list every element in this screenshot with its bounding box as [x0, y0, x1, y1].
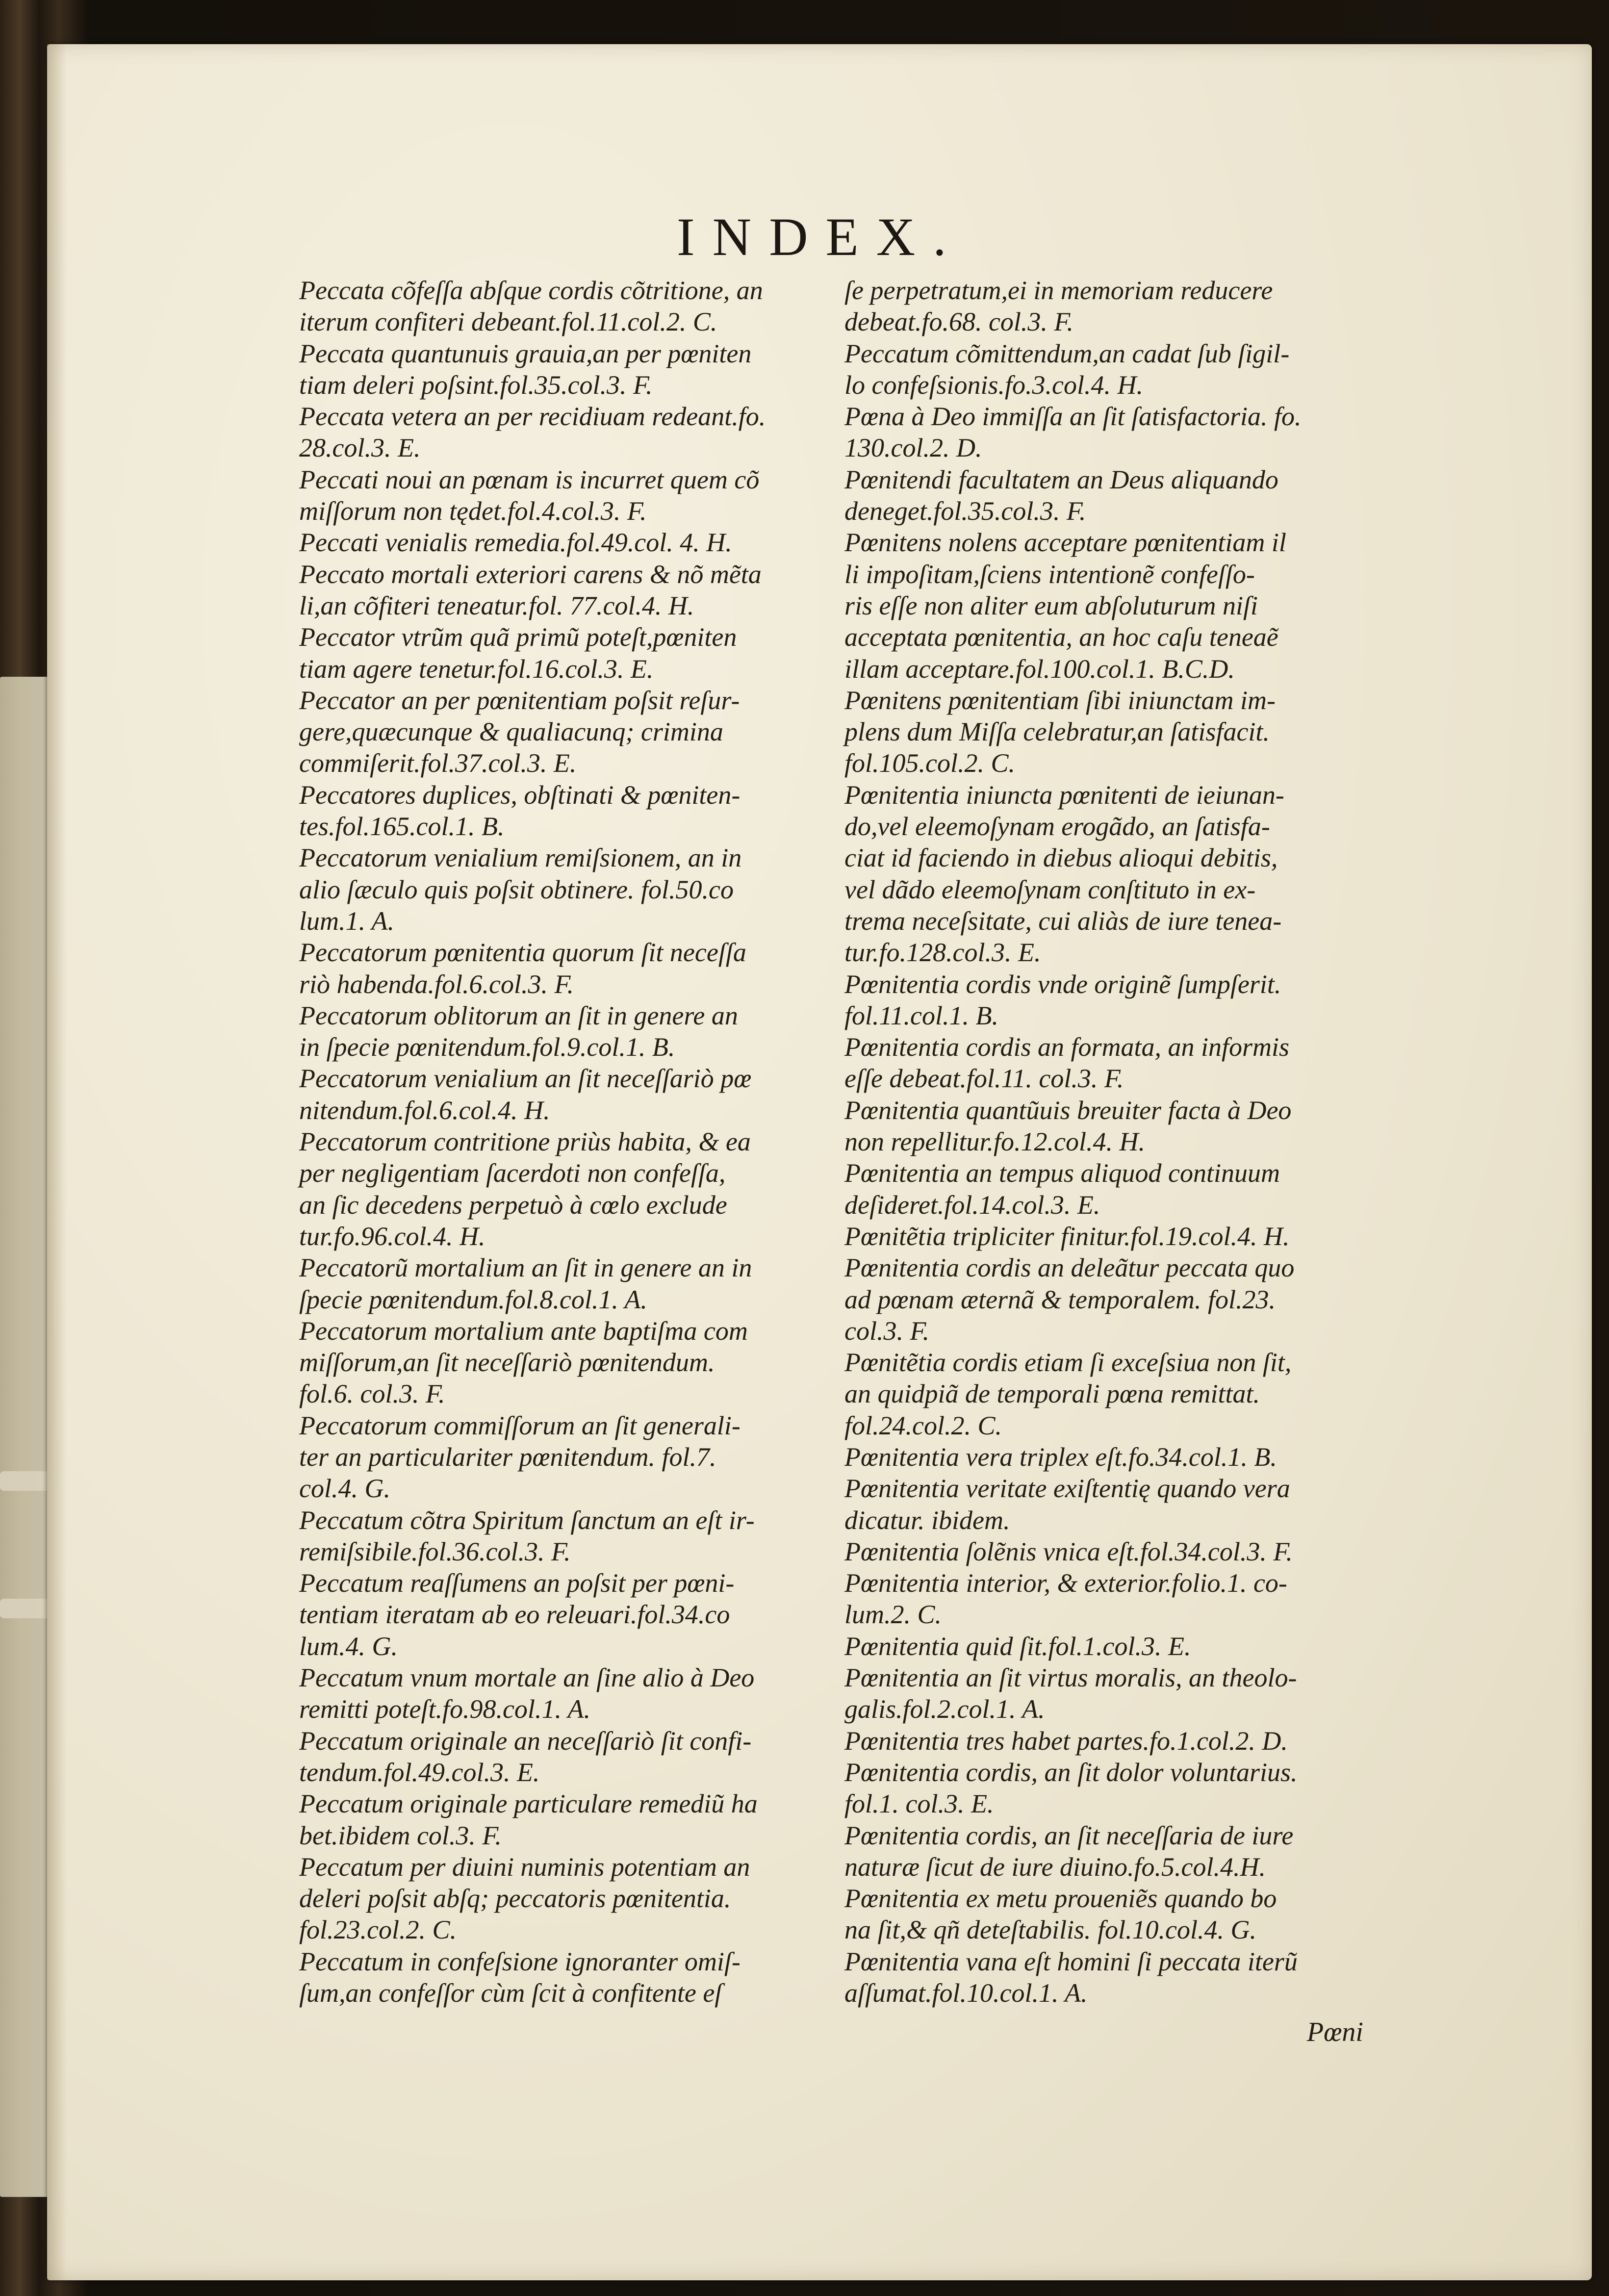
- index-entry: [844, 1820, 1354, 1883]
- index-entry-line: Pœnitentia tres habet partes.fo.1.col.2. D.: [844, 1726, 1288, 1756]
- index-entry-line: bet.ibidem col.3. F.: [299, 1820, 502, 1850]
- index-entry: [299, 1505, 809, 1568]
- index-entry: [844, 1157, 1354, 1221]
- index-entry: [299, 1126, 809, 1252]
- index-entry: [299, 621, 809, 685]
- index-entry: [299, 559, 809, 622]
- index-entry-line: Peccatores duplices, obſtinati & pœniten-: [299, 780, 741, 810]
- index-entry-line: Pœnitentia cordis an deleãtur peccata quo: [844, 1253, 1295, 1283]
- index-entry-line: Pœnitẽtia cordis etiam ſi exceſsiua non ſit,: [844, 1348, 1292, 1378]
- index-entry: [844, 527, 1354, 684]
- index-entry-line: li,an cõfiteri teneatur.fol. 77.col.4. H.: [299, 590, 694, 620]
- index-entry-line: Peccatorum venialium remiſsionem, an in: [299, 843, 742, 873]
- index-entry-line: deleri poſsit abſq; peccatoris pœnitentia.: [299, 1884, 731, 1913]
- index-entry-line: fol.23.col.2. C.: [299, 1915, 457, 1945]
- index-entry-line: Pœnitens pœnitentiam ſibi iniunctam im-: [844, 685, 1276, 715]
- index-entry-line: Pœnitentia ſolẽnis vnica eſt.fol.34.col.3. F.: [844, 1536, 1293, 1566]
- index-entry-line: Peccati noui an pœnam is incurret quem cõ: [299, 464, 760, 494]
- index-entry-line: remiſsibile.fol.36.col.3. F.: [299, 1536, 571, 1566]
- index-entry: [299, 1662, 809, 1725]
- index-entry: [844, 1031, 1354, 1095]
- index-entry: [844, 1567, 1354, 1631]
- index-entry-line: ter an particulariter pœnitendum. fol.7.: [299, 1442, 716, 1472]
- index-entry-line: Pœnitentia quantũuis breuiter facta à Deo: [844, 1095, 1292, 1125]
- index-entry-line: plens dum Miſſa celebratur,an ſatisfacit.: [844, 717, 1270, 747]
- index-entry-line: Pœnitentia veritate exiſtentię quando vera: [844, 1474, 1290, 1504]
- index-entry-line: an quidpiã de temporali pœna remittat.: [844, 1379, 1260, 1409]
- index-entry: [844, 338, 1354, 401]
- index-entry: [299, 685, 809, 779]
- index-entry-line: Pœnitentia an tempus aliquod continuum: [844, 1158, 1280, 1188]
- index-entry-line: Peccatorum oblitorum an ſit in genere an: [299, 1000, 738, 1030]
- index-entry: [844, 1252, 1354, 1347]
- index-entry-line: col.3. F.: [844, 1316, 929, 1346]
- index-entry-line: lum.2. C.: [844, 1600, 942, 1630]
- index-entry-line: deſideret.fol.14.col.3. E.: [844, 1190, 1100, 1220]
- index-entry-line: lum.1. A.: [299, 906, 395, 936]
- index-entry-line: fol.6. col.3. F.: [299, 1379, 445, 1409]
- index-entry: [299, 275, 809, 338]
- catchword: Pœni: [1306, 2017, 1363, 2047]
- index-entry-line: Peccatum reaſſumens an poſsit per pœni-: [299, 1568, 735, 1598]
- index-entry: [299, 1946, 809, 2009]
- index-entry-line: aſſumat.fol.10.col.1. A.: [844, 1978, 1088, 2008]
- index-entry-line: Peccatum originale an neceſſariò ſit confi-: [299, 1726, 752, 1756]
- index-entry: [844, 1883, 1354, 1946]
- index-entry-line: miſſorum non tędet.fol.4.col.3. F.: [299, 496, 647, 526]
- index-entry-line: Peccatorum mortalium ante baptiſma com: [299, 1316, 748, 1346]
- index-entry-line: lum.4. G.: [299, 1631, 398, 1661]
- index-entry-line: Peccatorum venialium an ſit neceſſariò pœ: [299, 1064, 752, 1094]
- index-entry-line: galis.fol.2.col.1. A.: [844, 1694, 1045, 1724]
- index-entry-line: Peccator vtrũm quã primũ poteſt,pœniten: [299, 622, 737, 652]
- index-entry-line: 28.col.3. E.: [299, 433, 421, 463]
- index-entry: [299, 464, 809, 527]
- index-entry-line: Peccatum cõmittendum,an cadat ſub ſigil-: [844, 338, 1290, 368]
- index-entry: [299, 1063, 809, 1126]
- index-entry-line: lo confeſsionis.fo.3.col.4. H.: [844, 370, 1143, 400]
- index-entry-line: alio ſæculo quis poſsit obtinere. fol.50.co: [299, 874, 734, 904]
- index-entry: [299, 1567, 809, 1662]
- index-entry: [844, 1757, 1354, 1820]
- index-entry-line: fol.105.col.2. C.: [844, 748, 1015, 778]
- index-entry: [844, 779, 1354, 969]
- index-entry-line: debeat.fo.68. col.3. F.: [844, 307, 1073, 337]
- book-page: [47, 44, 1592, 2280]
- index-entry-line: Pœnitentia quid ſit.fol.1.col.3. E.: [844, 1631, 1191, 1661]
- index-column-right: [844, 275, 1354, 2009]
- index-entry-line: tiam agere tenetur.fol.16.col.3. E.: [299, 654, 654, 684]
- index-entry-line: an ſic decedens perpetuò à cœlo exclude: [299, 1190, 727, 1220]
- index-entry-line: fol.24.col.2. C.: [844, 1410, 1002, 1440]
- index-entry-line: Peccatum originale particulare remediũ ha: [299, 1789, 758, 1819]
- index-entry-line: Pœnitens nolens acceptare pœnitentiam il: [844, 528, 1286, 558]
- index-entry-line: acceptata pœnitentia, an hoc caſu teneaẽ: [844, 622, 1278, 652]
- index-column-left: [299, 275, 809, 2009]
- index-entry: [299, 1410, 809, 1505]
- index-entry: [299, 937, 809, 1000]
- index-entry-line: tendum.fol.49.col.3. E.: [299, 1757, 540, 1787]
- index-entry-line: fol.1. col.3. E.: [844, 1789, 994, 1819]
- index-entry: [844, 1347, 1354, 1441]
- index-entry: [299, 1000, 809, 1063]
- index-entry: [844, 464, 1354, 527]
- index-entry-line: gere,quæcunque & qualiacunq; crimina: [299, 717, 723, 747]
- index-entry-line: per negligentiam ſacerdoti non confeſſa,: [299, 1158, 726, 1188]
- index-entry: [844, 1095, 1354, 1158]
- index-entry-line: ris eſſe non aliter eum abſoluturum niſi: [844, 590, 1258, 620]
- page-shadow: [47, 44, 67, 2280]
- index-entry: [844, 1631, 1354, 1662]
- index-entry-line: Peccata quantunuis grauia,an per pœniten: [299, 338, 752, 368]
- index-entry: [844, 1536, 1354, 1567]
- index-entry: [299, 842, 809, 937]
- index-entry-line: Pœnitentia vera triplex eſt.fo.34.col.1. B.: [844, 1442, 1277, 1472]
- index-entry-line: Peccatorum contritione priùs habita, & ea: [299, 1127, 751, 1157]
- index-entry-line: Peccatorum commiſſorum an ſit generali-: [299, 1410, 741, 1440]
- index-entry-line: ſum,an confeſſor cùm ſcit à confitente eſ: [299, 1978, 722, 2008]
- page-header: INDEX.: [677, 207, 964, 267]
- index-entry-line: tes.fol.165.col.1. B.: [299, 812, 505, 842]
- index-entry: [299, 1788, 809, 1851]
- index-entry-line: non repellitur.fo.12.col.4. H.: [844, 1127, 1145, 1157]
- index-entry-line: Pœnitẽtia tripliciter finitur.fol.19.col.4. H.: [844, 1221, 1290, 1251]
- index-entry: [844, 685, 1354, 779]
- index-entry-line: eſſe debeat.fol.11. col.3. F.: [844, 1064, 1124, 1094]
- index-entry-line: Peccata vetera an per recidiuam redeant.fo.: [299, 402, 766, 432]
- index-entry-line: 130.col.2. D.: [844, 433, 982, 463]
- index-entry-line: Peccatum vnum mortale an ſine alio à Deo: [299, 1663, 755, 1693]
- index-entry: [844, 1473, 1354, 1536]
- index-entry-line: Peccato mortali exteriori carens & nõ mẽta: [299, 559, 762, 589]
- index-entry-line: Pœnitentia cordis vnde originẽ ſumpſerit.: [844, 969, 1281, 999]
- index-entry-line: in ſpecie pœnitendum.fol.9.col.1. B.: [299, 1032, 675, 1062]
- index-entry-line: illam acceptare.fol.100.col.1. B.C.D.: [844, 654, 1235, 684]
- index-entry-line: Peccatorũ mortalium an ſit in genere an in: [299, 1253, 752, 1283]
- index-entry-line: Peccatum in confeſsione ignoranter omiſ-: [299, 1946, 741, 1976]
- index-entry-line: col.4. G.: [299, 1474, 390, 1504]
- index-entry-line: tiam deleri poſsint.fol.35.col.3. F.: [299, 370, 653, 400]
- index-entry: [299, 338, 809, 401]
- index-entry-line: Pœnitentia cordis, an ſit dolor voluntarius.: [844, 1757, 1298, 1787]
- index-entry: [299, 1252, 809, 1315]
- index-entry-line: riò habenda.fol.6.col.3. F.: [299, 969, 574, 999]
- index-entry-line: Pœnitentia ex metu proueniẽs quando bo: [844, 1884, 1277, 1913]
- index-entry: [299, 1725, 809, 1788]
- index-entry-line: deneget.fol.35.col.3. F.: [844, 496, 1086, 526]
- index-entry-line: remitti poteſt.fo.98.col.1. A.: [299, 1694, 590, 1724]
- index-entry-line: iterum confiteri debeant.fol.11.col.2. C.: [299, 307, 717, 337]
- index-entry-line: Peccatorum pœnitentia quorum ſit neceſſa: [299, 938, 746, 968]
- index-entry: [844, 1441, 1354, 1473]
- index-entry-line: commiſerit.fol.37.col.3. E.: [299, 748, 577, 778]
- index-entry-line: Peccator an per pœnitentiam poſsit reſur-: [299, 685, 740, 715]
- index-entry-line: miſſorum,an ſit neceſſariò pœnitendum.: [299, 1348, 715, 1378]
- index-entry-line: Pœnitentia interior, & exterior.folio.1. co-: [844, 1568, 1287, 1598]
- index-entry-line: Peccati venialis remedia.fol.49.col. 4. H.: [299, 528, 732, 558]
- index-entry-line: tur.fo.128.col.3. E.: [844, 938, 1041, 968]
- index-entry-line: ciat id faciendo in diebus alioqui debitis,: [844, 843, 1278, 873]
- index-entry: [299, 527, 809, 558]
- index-entry: [844, 401, 1354, 464]
- index-entry-line: ſpecie pœnitendum.fol.8.col.1. A.: [299, 1284, 647, 1314]
- index-entry-line: Pœnitentia vana eſt homini ſi peccata iterũ: [844, 1946, 1298, 1976]
- index-entry-line: fol.11.col.1. B.: [844, 1000, 998, 1030]
- index-entry-line: Peccata cõfeſſa abſque cordis cõtritione, an: [299, 276, 763, 305]
- index-entry-line: do,vel eleemoſynam erogãdo, an ſatisfa-: [844, 812, 1270, 842]
- index-entry-line: trema neceſsitate, cui aliàs de iure tenea-: [844, 906, 1282, 936]
- index-entry: [299, 401, 809, 464]
- index-entry: [844, 1725, 1354, 1757]
- index-entry-line: Pœnitentia cordis an formata, an informis: [844, 1032, 1290, 1062]
- index-entry-line: tur.fo.96.col.4. H.: [299, 1221, 485, 1251]
- index-entry: [844, 969, 1354, 1032]
- index-entry: [299, 1315, 809, 1410]
- index-entry-line: li impoſitam,ſciens intentionẽ confeſſo-: [844, 559, 1255, 589]
- index-entry-line: tentiam iteratam ab eo releuari.fol.34.co: [299, 1600, 730, 1630]
- index-entry: [844, 1946, 1354, 2009]
- index-entry-line: Pœnitentia iniuncta pœnitenti de ieiunan-: [844, 780, 1284, 810]
- index-entry: [844, 1221, 1354, 1252]
- index-entry-line: Pœnitentia an ſit virtus moralis, an theolo-: [844, 1663, 1297, 1693]
- index-entry-line: naturæ ſicut de iure diuino.fo.5.col.4.H.: [844, 1852, 1266, 1882]
- index-entry: [844, 1662, 1354, 1725]
- index-entry: [844, 275, 1354, 338]
- index-entry-line: nitendum.fol.6.col.4. H.: [299, 1095, 550, 1125]
- index-entry-line: Peccatum cõtra Spiritum ſanctum an eſt ir-: [299, 1505, 755, 1535]
- index-entry-line: vel dãdo eleemoſynam conſtituto in ex-: [844, 874, 1256, 904]
- index-entry-line: ſe perpetratum,ei in memoriam reducere: [844, 276, 1273, 305]
- index-entry-line: Pœnitendi facultatem an Deus aliquando: [844, 464, 1278, 494]
- index-entry: [299, 779, 809, 842]
- index-entry: [299, 1851, 809, 1946]
- index-entry-line: Pœna à Deo immiſſa an ſit ſatisfactoria. fo.: [844, 402, 1302, 432]
- index-entry-line: na ſit,& qñ deteſtabilis. fol.10.col.4. G.: [844, 1915, 1256, 1945]
- index-entry-line: ad pœnam æternã & temporalem. fol.23.: [844, 1284, 1276, 1314]
- index-entry-line: Pœnitentia cordis, an ſit neceſſaria de iure: [844, 1820, 1294, 1850]
- index-entry-line: dicatur. ibidem.: [844, 1505, 1010, 1535]
- index-entry-line: Peccatum per diuini numinis potentiam an: [299, 1852, 750, 1882]
